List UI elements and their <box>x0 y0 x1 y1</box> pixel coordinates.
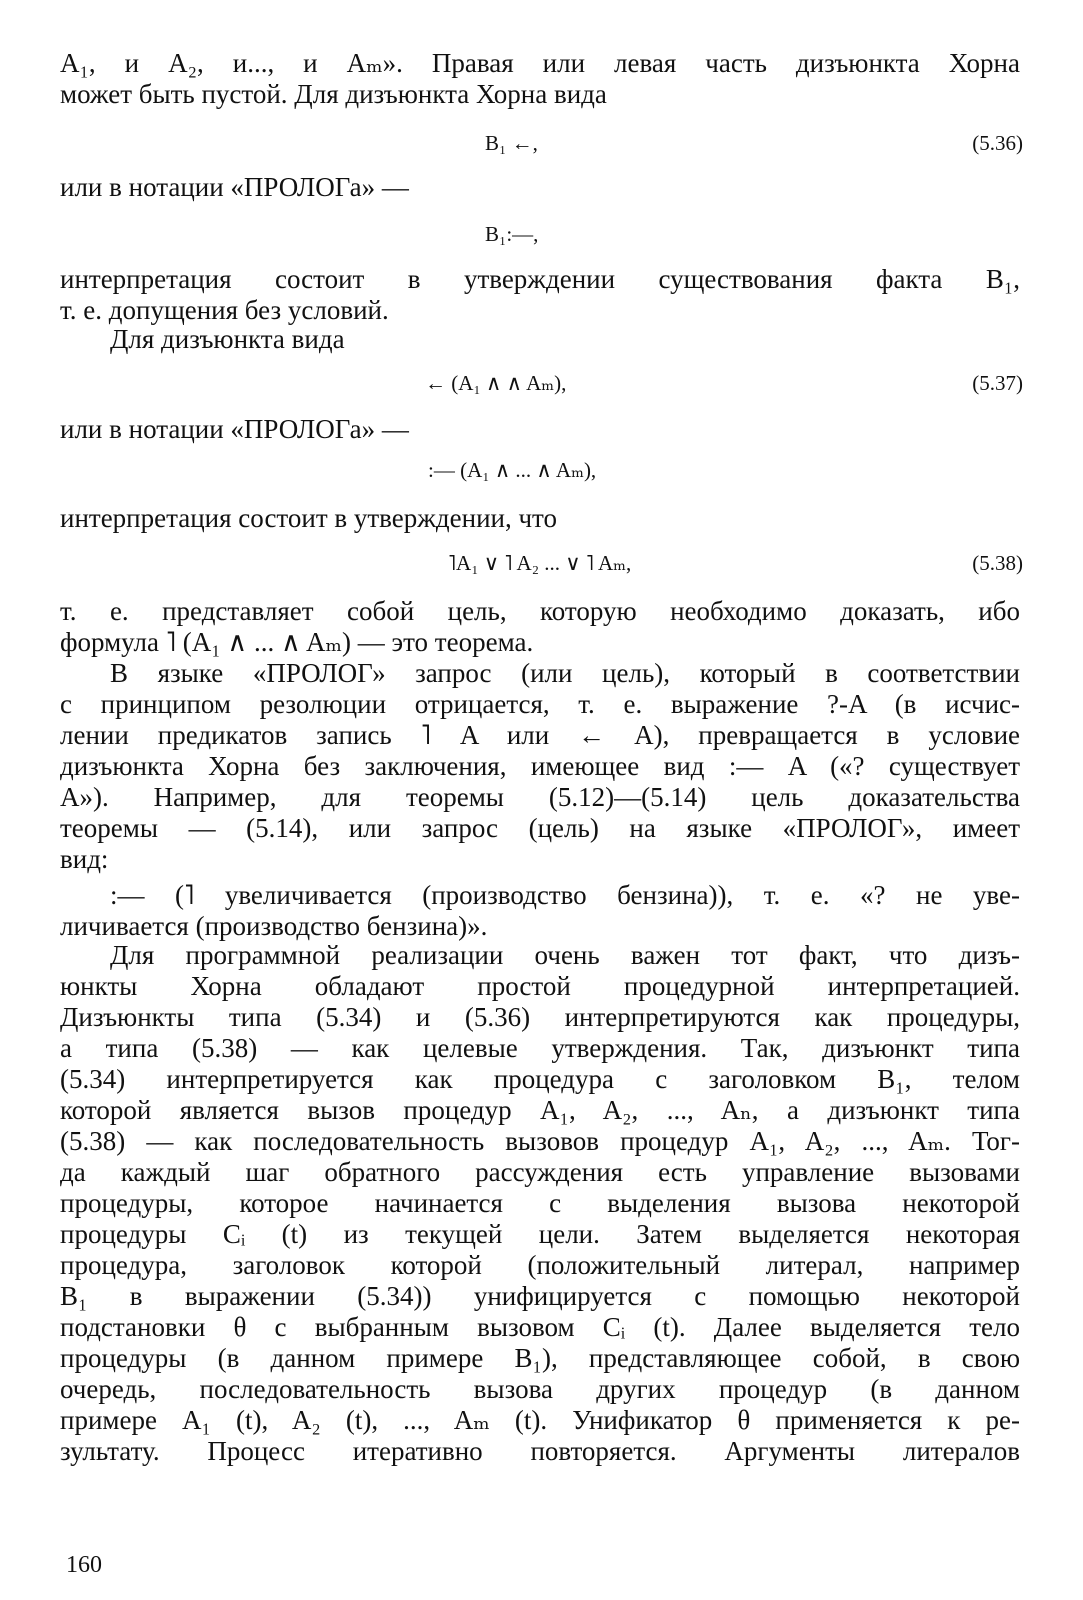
text-line: :— (˥ увеличивается (производство бензина)), т. е. «? не уве- <box>110 880 1020 910</box>
paragraph-query-example <box>60 880 1020 942</box>
paragraph-prolog-notation-2: или в нотации «ПРОЛОГа» — <box>60 414 409 444</box>
equation-number-5-37: (5.37) <box>972 371 1023 395</box>
text-line: лении предикатов запись ˥ A или ← A), превращается в условие <box>60 720 1020 750</box>
text-line: которой является вызов процедур A₁, A₂, ..., Aₙ, а дизъюнкт типа <box>60 1095 1020 1125</box>
text-line: теоремы — (5.14), или запрос (цель) на языке «ПРОЛОГ», имеет <box>60 813 1020 843</box>
text-line: да каждый шаг обратного рассуждения есть управление вызовами <box>60 1157 1020 1187</box>
formula-5-38: ˥A₁ ∨ ˥ A₂ ... ∨ ˥ Aₘ, <box>448 551 632 575</box>
text-line: процедуры, которое начинается с выделения вызова некоторой <box>60 1188 1020 1218</box>
text-line: очередь, последовательность вызова других процедур (в данном <box>60 1374 1020 1404</box>
formula-prolog-fact: B₁:—, <box>485 222 539 246</box>
text-line: B₁ в выражении (5.34)) унифицируется с помощью некоторой <box>60 1281 1020 1311</box>
text-line: подстановки θ с выбранным вызовом Cᵢ (t). Далее выделяется тело <box>60 1312 1020 1342</box>
text-line: т. е. представляет собой цель, которую необходимо доказать, ибо <box>60 596 1020 626</box>
text-line: личивается (производство бензина)». <box>60 911 488 941</box>
formula-5-37: ← (A₁ ∧ ∧ Aₘ), <box>425 371 567 395</box>
text-line: В языке «ПРОЛОГ» запрос (или цель), который в соответствии <box>110 658 1020 688</box>
equation-number-5-38: (5.38) <box>972 551 1023 575</box>
text-line: процедуры (в данном примере B₁), представляющее собой, в свою <box>60 1343 1020 1373</box>
text-line: (5.38) — как последовательность вызовов процедур A₁, A₂, ..., Aₘ. Тог- <box>60 1126 1020 1156</box>
paragraph-horn-clause-intro <box>60 48 1020 110</box>
paragraph-prolog-query <box>60 658 1020 875</box>
text-line: юнкты Хорна обладают простой процедурной интерпретацией. <box>60 971 1020 1001</box>
paragraph-clause-form: Для дизъюнкта вида <box>110 324 345 354</box>
text-line: Для программной реализации очень важен тот факт, что дизъ- <box>110 940 1020 970</box>
equation-number-5-36: (5.36) <box>972 131 1023 155</box>
text-line: примере A₁ (t), A₂ (t), ..., Aₘ (t). Унификатор θ применяется к ре- <box>60 1405 1020 1435</box>
formula-5-36: B₁ ←, <box>485 131 538 155</box>
text-line: процедуры Cᵢ (t) из текущей цели. Затем выделяется некоторая <box>60 1219 1020 1249</box>
text-line: A₁, и A₂, и..., и Aₘ». Правая или левая часть дизъюнкта Хорна <box>60 48 1020 78</box>
text-line: а типа (5.38) — как целевые утверждения. Так, дизъюнкт типа <box>60 1033 1020 1063</box>
formula-prolog-goal: :— (A₁ ∧ ... ∧ Aₘ), <box>428 458 597 482</box>
text-line: Дизъюнкты типа (5.34) и (5.36) интерпретируются как процедуры, <box>60 1002 1020 1032</box>
text-line: A»). Например, для теоремы (5.12)—(5.14) цель доказательства <box>60 782 1020 812</box>
text-line: формула ˥ (A₁ ∧ ... ∧ Aₘ) — это теорема. <box>60 627 534 657</box>
paragraph-procedural-interpretation <box>60 940 1020 1467</box>
text-line: т. е. допущения без условий. <box>60 295 389 325</box>
text-line: вид: <box>60 844 109 874</box>
text-line: может быть пустой. Для дизъюнкта Хорна вида <box>60 79 607 109</box>
paragraph-theorem <box>60 596 1020 658</box>
text-line: интерпретация состоит в утверждении существования факта B₁, <box>60 264 1020 294</box>
text-line: дизъюнкта Хорна без заключения, имеющее вид :— A («? существует <box>60 751 1020 781</box>
paragraph-fact-interpretation <box>60 264 1020 326</box>
text-line: зультату. Процесс итеративно повторяется. Аргументы литералов <box>60 1436 1020 1466</box>
text-line: (5.34) интерпретируется как процедура с заголовком B₁, телом <box>60 1064 1020 1094</box>
page-number: 160 <box>66 1552 102 1578</box>
paragraph-goal-interpretation: интерпретация состоит в утверждении, что <box>60 503 557 533</box>
text-line: с принципом резолюции отрицается, т. е. выражение ?-A (в исчис- <box>60 689 1020 719</box>
paragraph-prolog-notation: или в нотации «ПРОЛОГа» — <box>60 172 409 202</box>
text-line: процедура, заголовок которой (положительный литерал, например <box>60 1250 1020 1280</box>
